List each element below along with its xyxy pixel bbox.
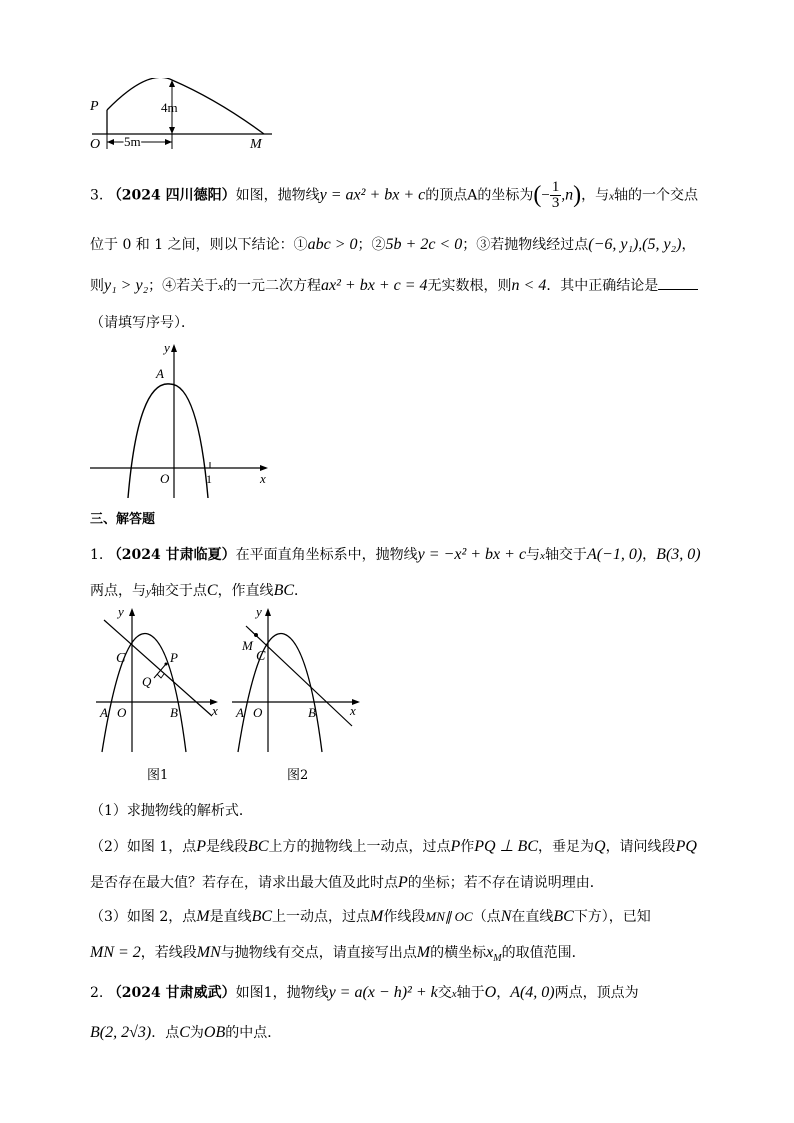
figure-2-caption: 图2 (287, 768, 309, 783)
q3-line3: 则y₁ > y₂；④若关于x的一元二次方程ax² + bx + c = 4无实数根，则n < 4．其中正确结论是 (90, 275, 698, 295)
svg-text:O: O (117, 705, 127, 720)
q3-source: （2024 四川德阳） (107, 187, 236, 204)
q3-number: 3. (90, 187, 104, 204)
arch-height-label: 4m (161, 100, 178, 115)
q3-line2: 位于 0 和 1 之间，则以下结论：①abc > 0；②5b + 2c < 0；③若抛物线经过点(−6, y₁),(5, y₂)， (90, 236, 696, 253)
arch-label-o: O (90, 137, 101, 152)
svg-text:Q: Q (142, 674, 152, 689)
p1-subq3-line2: MN = 2，若线段MN与抛物线有交点，请直接写出点M的横坐标$x_M$的取值范围． (90, 944, 586, 965)
p1-line1: 1. （2024 甘肃临夏）在平面直角坐标系中，抛物线y = −x² + bx + c与x轴交于A(−1, 0)，B(3, 0) (90, 546, 701, 563)
svg-text:O: O (160, 471, 170, 486)
arch-figure (88, 78, 273, 158)
p2-line1: 2. （2024 甘肃威武）如图1，抛物线y = a(x − h)² + k交x轴于O，A(4, 0)两点，顶点为 (90, 984, 639, 1001)
q3-vertex-label: A (156, 366, 164, 381)
svg-text:x: x (350, 703, 356, 718)
q3-conclusion-2: 5b + 2c < 0 (385, 236, 463, 253)
q3-line4: （请填写序号）． (90, 315, 195, 331)
p1-equation: y = −x² + bx + c (417, 546, 527, 563)
p1-source: （2024 甘肃临夏） (107, 547, 236, 563)
answer-blank[interactable] (658, 275, 698, 290)
p1-figure-1 (92, 606, 222, 754)
svg-text:x: x (212, 703, 218, 718)
svg-text:y: y (118, 606, 124, 619)
figure-1-caption: 图1 (147, 768, 169, 783)
q3-line1: 3. （2024 四川德阳）如图，抛物线y = ax² + bx + c的顶点A的坐标为(− $\frac{1}{3}$ ,n)，与x轴的一个交点 (90, 179, 698, 211)
svg-text:x: x (260, 471, 266, 486)
p1-subq1: （1）求抛物线的解析式． (90, 803, 253, 819)
p2-line2: B(2, 2√3)．点C为OB的中点． (90, 1024, 282, 1041)
svg-text:O: O (253, 705, 263, 720)
p1-subq3-line1: （3）如图 2，点M是直线BC上一动点，过点M作线段MN∥ OC（点N在直线BC下方），已知 (90, 908, 651, 925)
q3-parabola-figure (88, 340, 273, 500)
svg-text:C: C (116, 651, 126, 666)
svg-text:A: A (100, 705, 108, 720)
svg-text:A: A (236, 705, 244, 720)
svg-text:C: C (256, 649, 266, 664)
p1-figure-2 (228, 606, 368, 754)
q3-conclusion-3: y₁ > y₂ (104, 277, 149, 294)
p2-equation: y = a(x − h)² + k (328, 984, 438, 1001)
svg-text:y: y (164, 340, 170, 355)
svg-text:P: P (170, 650, 178, 665)
svg-text:M: M (242, 638, 253, 653)
svg-text:B: B (170, 705, 178, 720)
p1-line2: 两点，与y轴交于点C，作直线BC． (90, 582, 309, 599)
svg-text:B: B (308, 705, 316, 720)
q3-conclusion-1: abc > 0 (307, 236, 358, 253)
arch-label-p: P (90, 99, 99, 114)
arch-label-m: M (250, 137, 262, 152)
arch-width-label: 5m (124, 134, 141, 149)
section-heading: 三、解答题 (90, 512, 156, 527)
p1-subq2-line1: （2）如图 1，点P是线段BC上方的抛物线上一动点，过点P作PQ ⊥ BC，垂足为Q，请问线段PQ (90, 838, 697, 855)
q3-equation: y = ax² + bx + c (319, 186, 426, 204)
svg-text:1: 1 (206, 472, 212, 486)
svg-text:y: y (256, 606, 262, 619)
p2-source: （2024 甘肃威武） (107, 985, 236, 1001)
p1-subq2-line2: 是否存在最大值？若存在，请求出最大值及此时点P的坐标；若不存在请说明理由． (90, 874, 604, 891)
